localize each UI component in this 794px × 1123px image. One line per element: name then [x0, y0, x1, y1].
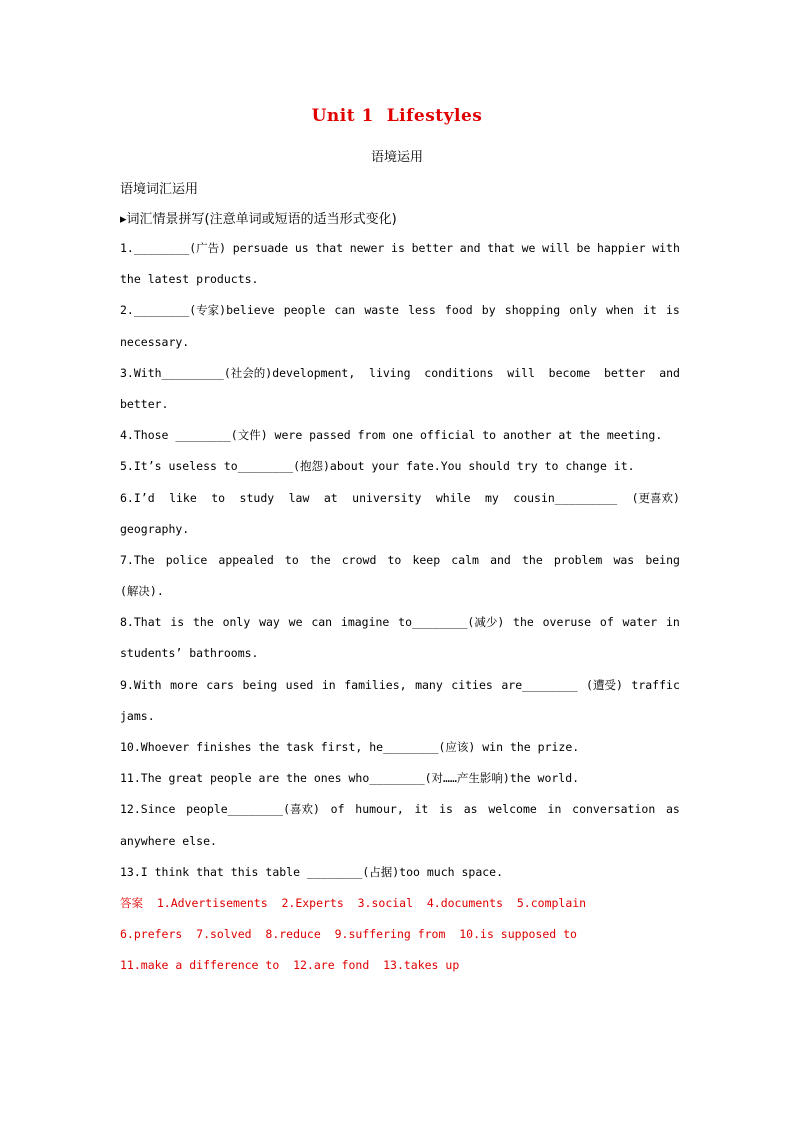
question-line: 4.Those ________(文件) were passed from one official to another at the meeting. [120, 428, 663, 443]
word: 2.________(专家)believe [120, 303, 275, 318]
word: with [652, 241, 680, 255]
word: when [606, 303, 634, 318]
word: it [642, 303, 657, 318]
word: 9.With [120, 677, 162, 692]
word: people________(喜欢) [186, 802, 320, 817]
exercise-instruction: ▸词汇情景拼写(注意单词或短语的适当形式变化) [120, 212, 397, 227]
word: while [435, 490, 471, 505]
word: to [211, 490, 226, 505]
word: (遭受) [586, 677, 623, 692]
word: less [408, 303, 436, 318]
word: the [521, 552, 543, 567]
word: is [170, 615, 185, 630]
word: only [569, 303, 597, 318]
word: keep [412, 552, 441, 567]
word: as [463, 802, 478, 817]
word: as [666, 802, 680, 817]
question-line [120, 545, 680, 576]
word: by [481, 303, 496, 318]
question-line: (解决). [120, 584, 164, 599]
word: crowd [341, 552, 377, 567]
word: to________(减少) [398, 615, 505, 630]
word: only [222, 615, 251, 630]
question-line: 13.I think that this table ________(占据)too much space. [120, 864, 504, 879]
word: is [439, 802, 453, 817]
question-line [120, 295, 680, 326]
word: that [487, 241, 515, 255]
word: many [415, 677, 443, 692]
word: to [387, 552, 402, 567]
word: families, [344, 677, 407, 692]
word: appealed [218, 552, 274, 567]
word: will [542, 241, 570, 255]
word: we [288, 615, 303, 630]
word: and [490, 552, 511, 567]
word: (更喜欢) [631, 490, 680, 505]
answer-line: 11.make a difference to 12.are fond 13.takes up [120, 958, 460, 973]
word: conditions [424, 365, 494, 380]
word: cousin_________ [513, 490, 618, 505]
question-line: the latest products. [120, 272, 259, 287]
question-line [120, 607, 680, 638]
word: better [603, 365, 646, 380]
section-heading: 语境词汇运用 [120, 182, 199, 197]
answer-key [120, 888, 680, 982]
word: at [323, 490, 338, 505]
word: people [283, 303, 326, 318]
word: will [507, 365, 535, 380]
word: that [315, 241, 344, 255]
word: we [521, 241, 536, 255]
question-line: necessary. [120, 334, 190, 349]
word: law [288, 490, 310, 505]
word: 1.________(广告) [120, 241, 227, 255]
word: conversation [572, 802, 656, 817]
word: 6.I’d [120, 490, 155, 505]
question-line: better. [120, 396, 169, 411]
word: humour, [355, 802, 404, 817]
question-line: 5.It’s useless to________(抱怨)about your fate.You should try to change it. [120, 459, 635, 474]
word: traffic [631, 677, 680, 692]
question-line: jams. [120, 708, 155, 723]
word: shopping [504, 303, 561, 318]
question-line [120, 794, 680, 825]
word: persuade [232, 241, 289, 255]
subtitle: 语境运用 [370, 150, 423, 165]
word: 8.That [120, 615, 162, 630]
word: newer [349, 241, 385, 255]
word: being [242, 677, 278, 692]
word: can [311, 615, 333, 630]
word: to [284, 552, 299, 567]
question-line [120, 233, 680, 264]
word: university [352, 490, 422, 505]
question-line: 10.Whoever finishes the task first, he________(应该) win the prize. [120, 740, 580, 754]
word: it [414, 802, 429, 817]
word: cities [451, 677, 493, 692]
word: cars [206, 677, 234, 692]
word: living [369, 365, 411, 380]
word: used [285, 677, 314, 692]
word: more [170, 677, 198, 692]
word: welcome [488, 802, 537, 817]
word: 12.Since [120, 802, 176, 817]
word: water [622, 615, 658, 630]
word: the [193, 615, 214, 630]
word: imagine [340, 615, 390, 630]
word: in [321, 677, 336, 692]
word: and [459, 241, 481, 255]
word: the [513, 615, 534, 630]
word: police [165, 552, 208, 567]
word: is [391, 241, 405, 255]
word: overuse [542, 615, 592, 630]
word: like [169, 490, 197, 505]
question-line [120, 483, 680, 514]
unit-title: Unit 1 Lifestyles [311, 106, 483, 126]
question-line: students’ bathrooms. [120, 646, 259, 661]
word: can [334, 303, 356, 318]
word: way [259, 615, 280, 630]
answer-line: 答案 1.Advertisements 2.Experts 3.social 4.documents 5.complain [120, 896, 587, 910]
question-line: 11.The great people are the ones who________(对……产生影响)the world. [120, 771, 580, 786]
question-list [120, 233, 680, 888]
word: and [659, 365, 680, 380]
word: was [613, 552, 635, 567]
word: of [599, 615, 614, 630]
word: being [645, 552, 680, 567]
word: study [239, 490, 275, 505]
word: of [330, 802, 345, 817]
answer-line: 6.prefers 7.solved 8.reduce 9.suffering from 10.is supposed to [120, 927, 577, 942]
word: happier [597, 241, 646, 255]
question-line: geography. [120, 521, 190, 536]
word: is [665, 303, 680, 318]
word: my [484, 490, 499, 505]
word: become [548, 365, 591, 380]
word: in [665, 615, 680, 630]
word: be [576, 241, 591, 255]
word: in [547, 802, 562, 817]
word: 7.The [120, 552, 155, 567]
word: us [294, 241, 309, 255]
word: problem [553, 552, 603, 567]
word: food [444, 303, 473, 318]
word: waste [364, 303, 399, 318]
word: better [411, 241, 454, 255]
word: the [309, 552, 331, 567]
word: are________ [501, 677, 578, 692]
word: calm [451, 552, 479, 567]
question-line [120, 358, 680, 389]
question-line: anywhere else. [120, 833, 217, 848]
question-line [120, 670, 680, 701]
word: 3.With_________(社会的)development, [120, 365, 356, 380]
